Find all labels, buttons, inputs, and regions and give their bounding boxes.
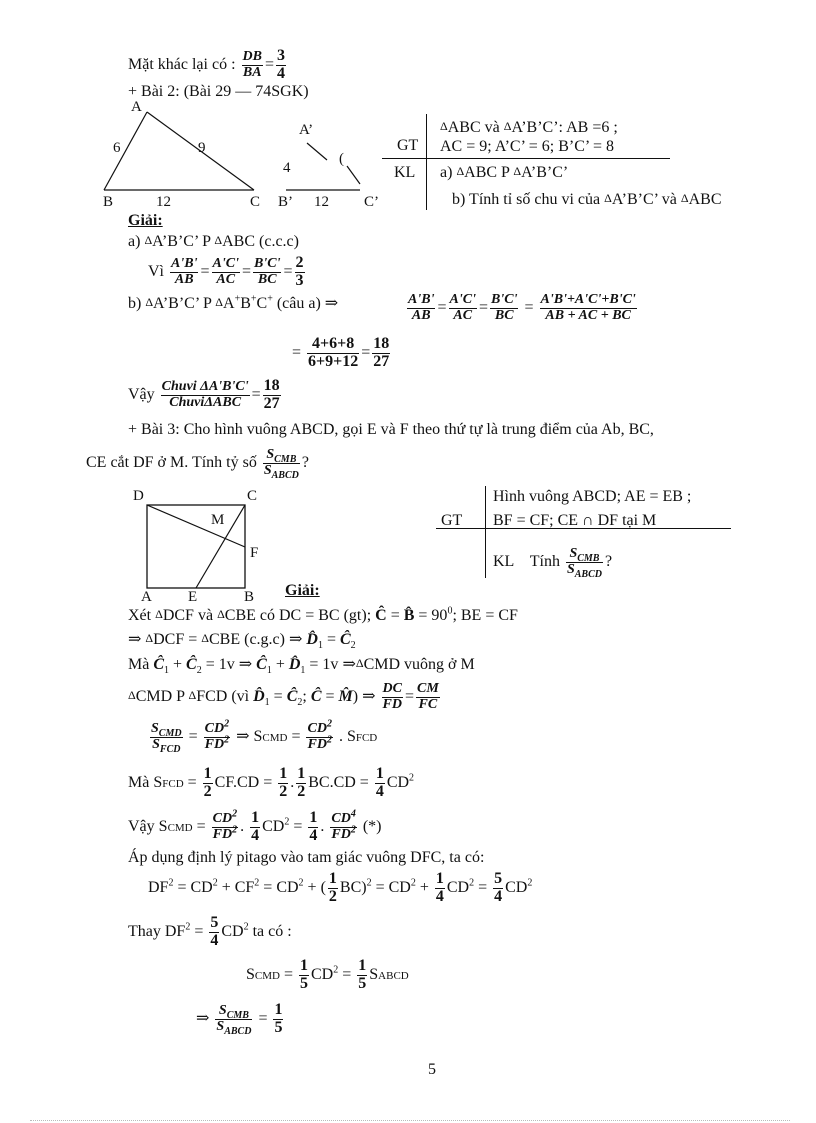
sup: 2	[409, 772, 415, 784]
bai2-reference: (Bài 29 — 74SGK)	[183, 83, 309, 100]
frac-num: 3	[277, 47, 285, 64]
sub: 1	[317, 640, 323, 652]
text: ta có :	[248, 922, 292, 940]
text: +	[415, 878, 433, 896]
sup: 4	[350, 808, 356, 820]
text: =	[183, 773, 201, 791]
gt-kl2-vrule	[485, 486, 486, 578]
triangle-icon: Δ	[355, 656, 364, 670]
frac-num: S	[151, 721, 159, 736]
gt-label: GT	[397, 137, 419, 154]
frac-den: AB	[411, 307, 431, 323]
frac-den: BC	[494, 307, 514, 323]
kl-text: A’B’C’ và	[611, 191, 681, 208]
gt2-line-2: BF = CF; CE ∩ DF tại M	[493, 512, 657, 529]
label-C-prime: C’	[364, 194, 379, 210]
text: =	[269, 687, 287, 705]
label-B2: B	[244, 589, 255, 605]
frac-den: FD	[382, 696, 402, 712]
label-F: F	[250, 545, 259, 561]
proof-line-1: Xét ΔDCF và ΔCBE có DC = BC (gt); Ĉ = B̂ = $90^0$; BE = CF	[128, 605, 518, 624]
text: =	[322, 631, 340, 648]
frac-num: S	[218, 1003, 227, 1019]
frac-num: 18	[373, 335, 390, 352]
sup: 2	[212, 877, 218, 889]
text: ; BE = CF	[452, 607, 518, 624]
sup: 2	[284, 816, 290, 828]
triangle-icon: Δ	[145, 295, 154, 309]
text: DCF =	[153, 631, 202, 648]
frac-num: B'C'	[254, 256, 281, 272]
frac-den: 4	[494, 887, 503, 905]
text: +	[271, 656, 289, 673]
sub: 2	[297, 697, 303, 709]
sup: 2	[298, 877, 304, 889]
proof-line-2: ⇒ ΔDCF = ΔCBE (c.g.c) ⇒ $D̂_1$ = $Ĉ_2$	[128, 631, 356, 652]
frac-num: 1	[251, 809, 260, 826]
solution-heading-2: Giải:	[285, 582, 320, 599]
kl-text: A’B’C’	[521, 164, 569, 181]
sub: 1	[264, 697, 270, 709]
proof-line-6: Mà SFCD = $\frac{1}{2}$ CF.CD = $\frac{1}{2}$ . $\frac{1}{2}$ BC.CD = $\frac{1}{4}$ $CD^2$	[128, 765, 415, 800]
label-E: E	[188, 589, 198, 605]
triangle-icon: Δ	[188, 687, 197, 702]
text: CD	[386, 773, 410, 791]
frac-num: S	[569, 546, 578, 561]
sup: 2	[366, 877, 372, 889]
frac-den: 5	[358, 974, 367, 992]
frac-den: 5	[274, 1018, 283, 1036]
sup: 2	[254, 877, 260, 889]
sub: FCD	[355, 731, 378, 744]
frac-den: AB	[174, 271, 194, 287]
kl-text: ABC P	[464, 164, 514, 181]
text: =	[190, 922, 208, 940]
part-b-fracs: $\frac{A'B'}{AB}$ = $\frac{A'C'}{AC}$ = $\frac{B'C'}{BC}$ = $\frac{A'B'+A'C'+B'C'}{AB + AC + BC}$	[408, 292, 636, 323]
proof-line-5: $\frac{S_{CMD}}{S_{FCD}}$ = $\frac{CD^2}{FD^2}$ ⇒ SCMD = $\frac{CD^2}{FD^2}$ . SFCD	[151, 718, 378, 755]
proof-line-12: ⇒ $\frac{S_{CMB}}{S_{ABCD}}$ = $\frac{1}{5}$	[196, 1001, 283, 1037]
text: Vậy	[128, 385, 155, 403]
bai2-label: + Bài 2:	[128, 83, 180, 100]
sub: CMD	[254, 969, 280, 982]
label-M: M	[211, 512, 225, 528]
frac-den: 4	[435, 887, 444, 905]
text: A’B’C’ P	[153, 295, 216, 312]
frac-num: 1	[279, 765, 288, 782]
frac-den: BA	[242, 64, 262, 80]
sup: 2	[326, 718, 332, 730]
gt-line-2: AC = 9; A’C’ = 6; B’C’ = 8	[440, 138, 615, 155]
side-12b: 12	[314, 194, 329, 210]
kl2-line	[493, 546, 613, 580]
frac-den: AB + AC + BC	[545, 307, 631, 323]
text: A’B’C’ P	[152, 233, 215, 250]
sup: 2	[350, 824, 356, 836]
frac-num: 1	[300, 957, 308, 974]
triangle-icon: Δ	[128, 687, 136, 702]
frac-num: Chuvi ΔA'B'C'	[161, 379, 249, 395]
text: S	[253, 727, 263, 745]
triangle-icon: Δ	[144, 233, 153, 247]
frac-den: 4	[251, 826, 260, 844]
triangle-icon: Δ	[604, 191, 612, 205]
frac-num: 1	[435, 870, 444, 887]
frac-num: CD	[212, 811, 233, 827]
sub: 2	[350, 640, 356, 652]
triangle-icon: Δ	[440, 119, 448, 133]
text: Xét	[128, 607, 156, 624]
triangle-icon: Δ	[456, 164, 465, 178]
frac-num: 1	[375, 765, 384, 782]
kl-text: a)	[440, 164, 457, 181]
proof-line-8: Áp dụng định lý pitago vào tam giác vuông DFC, ta có:	[128, 849, 485, 866]
frac-num: A'C'	[449, 292, 476, 307]
frac-den: 2	[279, 782, 288, 800]
text: =	[338, 965, 356, 983]
frac-num: A'B'	[171, 256, 198, 272]
frac-num: 1	[203, 765, 212, 782]
sub: ABCD	[378, 969, 409, 982]
side-12: 12	[156, 194, 171, 210]
frac-num: 1	[274, 1001, 283, 1018]
text: = CD	[259, 878, 299, 896]
text: CMD vuông ở M	[363, 656, 475, 673]
sub: CMB	[577, 552, 600, 564]
triangle-icon: Δ	[215, 295, 223, 309]
text: FCD (vì	[196, 687, 254, 705]
text: = 1v	[201, 656, 239, 673]
sub: ABCD	[224, 1025, 252, 1037]
text: + CF	[217, 878, 255, 896]
text: ABC (c.c.c)	[222, 233, 299, 250]
text: Mà S	[128, 773, 163, 791]
text: Mà	[128, 656, 154, 673]
triangle-icon: Δ	[155, 607, 163, 621]
gt-text: A’B’C’: AB =6 ;	[511, 119, 618, 136]
frac-num: 1	[358, 957, 367, 974]
text: C	[256, 295, 268, 312]
label-C: C	[250, 194, 261, 210]
frac-num: S	[266, 447, 275, 462]
text: =	[474, 878, 492, 896]
frac-num: A'B'+A'C'+B'C'	[540, 292, 636, 307]
text: =	[279, 965, 297, 983]
sup: 2	[527, 877, 533, 889]
sub: CMD	[158, 727, 182, 739]
frac-num: CD	[307, 721, 327, 736]
label-B-prime: B’	[278, 194, 293, 210]
paren-mark: (	[339, 151, 344, 167]
frac-den: 4	[210, 931, 219, 949]
triangle-icon: Δ	[217, 607, 225, 621]
frac-den: S	[566, 561, 575, 577]
sup: 2	[224, 718, 230, 730]
frac-num: A'B'	[408, 292, 435, 307]
label-C2: C	[247, 488, 258, 504]
text: DCF và	[162, 607, 218, 624]
frac-den: 4	[277, 64, 285, 82]
kl-text: b) Tính tỉ số chu vi của	[452, 191, 605, 208]
frac-num: DB	[242, 49, 262, 65]
text: CD	[262, 817, 285, 835]
text: ;	[302, 687, 311, 705]
triangle-icon: Δ	[214, 233, 223, 247]
intro-text: Mặt khác lại có :	[128, 55, 236, 73]
label-B: B	[103, 194, 114, 210]
text: ?	[301, 453, 309, 471]
frac-den: FD	[331, 826, 351, 842]
proof-line-10	[128, 915, 292, 950]
frac-den: 2	[297, 782, 306, 800]
sup: 2	[224, 734, 230, 746]
text: A	[223, 295, 235, 312]
sub: ABCD	[271, 469, 299, 481]
proof-line-11	[246, 958, 409, 993]
proof-line-3: Mà $Ĉ_1$ + $Ĉ_2 = 1v$ ⇒ $Ĉ_1$ + $D̂_1 = 1v$ ⇒ΔCMD vuông ở M	[128, 656, 475, 677]
proof-line-7: Vậy SCMD = $\frac{CD^2}{FD^2}$ . $\frac{1}{4}$ $CD^2$ = $\frac{1}{4}$ . $\frac{CD^4}{FD^2}$ (*)	[128, 808, 382, 844]
sub: FCD	[162, 777, 184, 790]
solution-heading: Giải:	[128, 212, 163, 229]
text: (câu a)	[272, 295, 321, 312]
text: BC)	[339, 878, 367, 896]
text: CBE có DC = BC (gt);	[224, 607, 376, 624]
sup: 2	[243, 921, 249, 933]
text: =	[386, 607, 404, 624]
sup: 0	[447, 605, 453, 617]
sup: 2	[410, 877, 416, 889]
frac-num: 1	[328, 870, 337, 887]
proof-line-4: ΔCMD P ΔFCD (vì $D̂_1$ = $Ĉ_2$; Ĉ = M̂) ⇒ $\frac{DC}{FD}$ = $\frac{CM}{FC}$	[128, 681, 439, 712]
frac-den: 27	[373, 352, 390, 370]
text: = CD	[371, 878, 411, 896]
frac-den: 4	[309, 826, 318, 844]
triangle-icon: Δ	[145, 631, 154, 645]
bai3-label: + Bài 3:	[128, 421, 180, 438]
frac-den: 27	[263, 394, 280, 412]
sub: 1	[164, 665, 169, 677]
kl2-label: KL	[493, 552, 514, 570]
frac-num: 1	[297, 765, 306, 782]
frac-num: 1	[309, 809, 318, 826]
text: CD	[446, 878, 470, 896]
text: = 90	[414, 607, 448, 624]
text: +	[169, 656, 187, 673]
frac-den: S	[152, 736, 160, 752]
frac-den: FC	[418, 696, 438, 712]
text: B	[240, 295, 251, 312]
label-A: A	[131, 99, 142, 115]
frac-num: CD	[331, 811, 351, 827]
frac-den: FD	[204, 736, 225, 752]
frac-num: 2	[295, 254, 304, 271]
frac-den: S	[216, 1018, 225, 1034]
sup: 2	[326, 734, 332, 746]
text: CF.CD =	[214, 773, 277, 791]
text: Vì	[148, 262, 164, 280]
text: . S	[334, 727, 356, 745]
sub: ABCD	[574, 568, 602, 580]
intro-line: Mặt khác lại có : $\frac{DB}{BA}$ = $\frac{3}{4}$	[128, 47, 285, 82]
sub: FCD	[159, 743, 181, 755]
sup: 2	[469, 877, 475, 889]
text: CD	[311, 965, 334, 983]
text: CD	[221, 922, 244, 940]
sub: CMB	[226, 1009, 249, 1021]
frac-num: 4+6+8	[307, 336, 359, 354]
proof-line-9	[148, 871, 532, 906]
frac-den: S	[263, 462, 272, 478]
sup: 2	[232, 808, 238, 820]
frac-den: FD	[307, 736, 327, 752]
text: (*)	[358, 817, 382, 835]
text: CD	[505, 878, 528, 896]
frac-den: 3	[295, 271, 304, 289]
text: a)	[128, 233, 145, 250]
triangle-icon: Δ	[201, 631, 209, 645]
frac-den: FD	[212, 826, 233, 842]
sup: +	[267, 293, 273, 305]
frac-den: 4	[375, 782, 384, 800]
conclusion-line: Vậy $\frac{\text{Chuvi ΔA'B'C'}}{\text{ChuviΔABC}}$ = $\frac{18}{27}$	[128, 377, 280, 412]
page-number: 5	[428, 1061, 436, 1078]
text: CBE (c.g.c)	[209, 631, 289, 648]
kl-text: ABC	[688, 191, 722, 208]
text: Vậy S	[128, 817, 168, 835]
footer-rule	[30, 1120, 790, 1121]
text: S	[369, 965, 379, 983]
gt2-line-1: Hình vuông ABCD; AE = EB ;	[493, 488, 692, 505]
text: = 1v	[305, 656, 343, 673]
frac-num: 5	[210, 914, 219, 931]
frac-num: A'C'	[212, 256, 239, 272]
sub: 2	[196, 665, 202, 677]
text: CMD P	[135, 687, 189, 705]
text: + (	[303, 878, 326, 896]
triangle-icon: Δ	[503, 119, 512, 133]
text: )	[352, 687, 359, 705]
part-b-line: b) ΔA’B’C’ P ΔA+B+C+ (câu a) ⇒	[128, 293, 339, 312]
frac-num: B'C'	[491, 292, 518, 307]
frac-num: 5	[494, 870, 503, 887]
bai3-text: CE cắt DF ở M. Tính tỷ số	[86, 453, 257, 471]
side-4: 4	[283, 160, 291, 176]
ratio-line: Vì $\frac{A'B'}{AB}$ = $\frac{A'C'}{AC}$ = $\frac{B'C'}{BC}$ = $\frac{2}{3}$	[148, 254, 304, 289]
sub: 1	[266, 665, 272, 677]
frac-num: 18	[263, 377, 280, 394]
frac-den: ChuviΔABC	[169, 394, 242, 410]
frac-den: AC	[453, 307, 473, 323]
sub: CMD	[262, 731, 288, 744]
bai3-text: Cho hình vuông ABCD, gọi E và F theo thứ tự là trung điểm của Ab, BC,	[183, 421, 654, 438]
sup: 2	[333, 964, 339, 976]
gt2-label: GT	[441, 512, 463, 529]
kl-label: KL	[394, 164, 416, 181]
frac-den: 5	[300, 974, 308, 992]
text: b)	[128, 295, 146, 312]
side-6: 6	[113, 140, 121, 156]
frac-num: CM	[416, 681, 439, 696]
gt-text: ABC và	[447, 119, 504, 136]
sub: 1	[300, 665, 306, 677]
sup: 2	[168, 877, 174, 889]
frac-den: 2	[203, 782, 212, 800]
side-9: 9	[198, 140, 206, 156]
sup: 2	[232, 824, 238, 836]
text: DF	[148, 878, 169, 896]
triangle-icon: Δ	[680, 191, 689, 205]
frac-den: AC	[216, 271, 236, 287]
sup: 2	[185, 921, 191, 933]
text: Thay DF	[128, 922, 186, 940]
label-D: D	[133, 488, 144, 504]
text: BC.CD =	[308, 773, 373, 791]
sup: +	[250, 293, 257, 305]
triangle-icon: Δ	[513, 164, 522, 178]
calc-line: = $\frac{4+6+8}{6+9+12}$ = $\frac{18}{27}$	[292, 335, 390, 370]
frac-den: 6+9+12	[308, 352, 359, 370]
frac-num: DC	[382, 681, 402, 696]
text: ?	[604, 552, 613, 570]
frac-den: 2	[328, 887, 337, 905]
text: = CD	[173, 878, 213, 896]
text: Tính	[529, 552, 560, 570]
sub: CMD	[167, 821, 193, 834]
sub: CMB	[274, 453, 297, 465]
text: =	[287, 727, 305, 745]
text: S	[246, 965, 255, 983]
frac-den: BC	[257, 271, 277, 287]
label-A-prime: A’	[299, 122, 314, 138]
label-A2: A	[141, 589, 152, 605]
frac-num: CD	[204, 721, 225, 736]
sup: +	[234, 293, 241, 305]
text: =	[321, 687, 339, 705]
